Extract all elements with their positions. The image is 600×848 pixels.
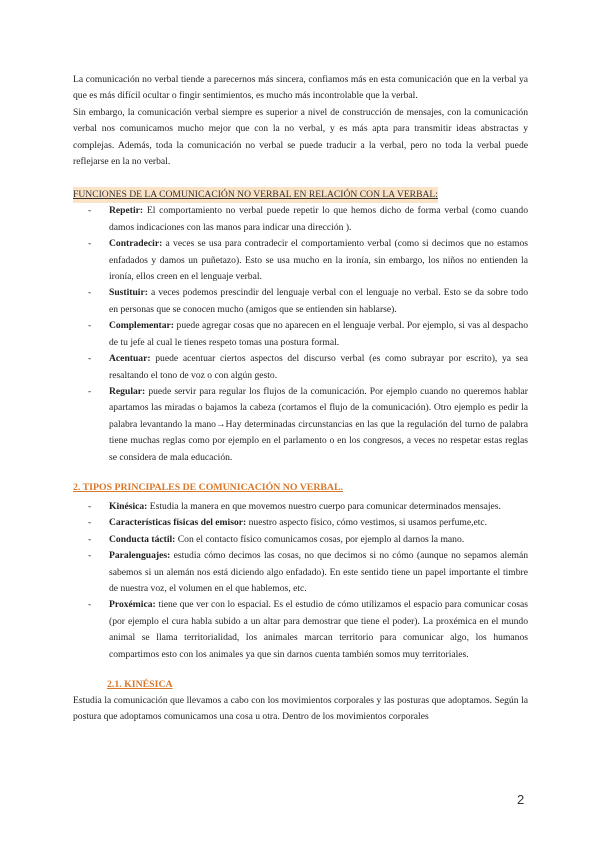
type-item-text: Estudia la manera en que movemos nuestro cuerpo para comunicar determinados mensajes.	[147, 500, 501, 512]
functions-list	[73, 203, 528, 466]
bullet-dash: -	[88, 599, 92, 611]
type-item-term: Paralenguajes:	[109, 550, 171, 562]
bullet-dash: -	[88, 533, 92, 545]
kinesica-paragraph: Estudia la comunicación que llevamos a cabo con los movimientos corporales y las posturas que adoptamos. Según la postura que adoptamos comunicamos una cosa u otra. Dentro de los movimientos corporales	[73, 695, 528, 723]
intro-paragraph-2: Sin embargo, la comunicación verbal siempre es superior a nivel de construcción de mensajes, con la comunicación verbal nos comunicamos mucho mejor que con la no verbal, y es más apta para transmitir ideas abstractas y complejas. Además, toda la comunicación no verbal se puede traducir a la verbal, pero no toda la verbal puede reflejarse en la no verbal.	[73, 106, 528, 168]
function-item-text: puede acentuar ciertos aspectos del discurso verbal (es como subrayar por escrito), ya sea resaltando el tono de voz o con algún gesto.	[109, 353, 528, 381]
function-item-term: Acentuar:	[109, 353, 151, 365]
function-item	[73, 351, 528, 384]
function-item-text: puede agregar cosas que no aparecen en el lenguaje verbal. Por ejemplo, si vas al despacho de tu jefe al cual le tienes respeto tomas una postura formal.	[109, 320, 528, 348]
type-item	[73, 515, 528, 531]
intro-paragraph-1: La comunicación no verbal tiende a parecernos más sincera, confiamos más en esta comunicación que en la verbal ya que es más difícil ocultar o fingir sentimientos, es mucho más incontrolable que la verbal.	[73, 74, 528, 102]
function-item-term: Contradecir:	[109, 238, 163, 250]
type-item-term: Características físicas del emisor:	[109, 517, 247, 529]
type-item-text: Con el contacto físico comunicamos cosas, por ejemplo al darnos la mano.	[175, 533, 465, 545]
section-heading-functions: FUNCIONES DE LA COMUNICACIÓN NO VERBAL EN RELACIÓN CON LA VERBAL:	[73, 187, 438, 203]
function-item	[73, 318, 528, 351]
function-item-term: Regular:	[109, 385, 146, 397]
type-item-term: Proxémica:	[109, 599, 156, 611]
type-item-term: Kinésica:	[109, 500, 148, 512]
bullet-dash: -	[88, 205, 92, 217]
function-item-text: a veces se usa para contradecir el comportamiento verbal (como si decimos que no estamos enfadados y damos un puñetazo). Esto se usa mucho en la ironía, sin embargo, los niños no entienden la ironía, ellos creen en el lenguaje verbal.	[109, 238, 528, 283]
bullet-dash: -	[88, 238, 92, 250]
function-item-text: a veces podemos prescindir del lenguaje verbal con el lenguaje no verbal. Esto se da sobre todo en personas que se conocen mucho (amigos que se entienden sin hablarse).	[109, 287, 528, 315]
page-number: 2	[517, 792, 525, 807]
types-list	[73, 499, 528, 663]
type-item-text: tiene que ver con lo espacial. Es el estudio de cómo utilizamos el espacio para comunicar cosas (por ejemplo el cura habla subido a un altar para demostrar que tiene el poder). La proxémica en el mundo animal se llama territorialidad, los animales marcan territorio para comunicar algo, los humanos compartimos esto con los animales ya que sin darnos cuenta también somos muy territoriales.	[109, 599, 528, 660]
bullet-dash: -	[88, 500, 92, 512]
function-item-term: Complementar:	[109, 320, 175, 332]
function-item	[73, 285, 528, 318]
bullet-dash: -	[88, 550, 92, 562]
section-heading-types: 2. TIPOS PRINCIPALES DE COMUNICACIÓN NO VERBAL.	[73, 481, 343, 493]
type-item	[73, 532, 528, 548]
function-item	[73, 384, 528, 466]
type-item-text: estudia cómo decimos las cosas, no que decimos si no cómo (aunque no sepamos alemán sabemos si un alemán nos está diciendo algo enfadado). En este sentido tiene un papel importante el timbre de nuestra voz, el volumen en el que hablemos, etc.	[109, 550, 528, 594]
page-content	[73, 72, 528, 726]
function-item	[73, 203, 528, 236]
bullet-dash: -	[88, 517, 92, 529]
function-item-text: El comportamiento no verbal puede repetir lo que hemos dicho de forma verbal (como cuando damos indicaciones con las manos para indicar una dirección ).	[109, 205, 528, 233]
function-item	[73, 236, 528, 285]
type-item	[73, 597, 528, 663]
bullet-dash: -	[88, 320, 92, 332]
type-item-term: Conducta táctil:	[109, 533, 176, 545]
type-item-text: nuestro aspecto físico, cómo vestimos, si usamos perfume,etc.	[246, 517, 488, 529]
function-item-term: Sustituir:	[109, 287, 148, 299]
section-heading-kinesica: 2.1. KINÉSICA	[107, 679, 173, 690]
type-item	[73, 548, 528, 597]
function-item-term: Repetir:	[109, 205, 144, 217]
bullet-dash: -	[88, 287, 92, 299]
bullet-dash: -	[88, 353, 92, 365]
function-item-text: puede servir para regular los flujos de la comunicación. Por ejemplo cuando no queremos hablar apartamos las miradas o bajamos la cabeza (cortamos el flujo de la comunicación). Otro ejemplo es pedir la palabra levantando la mano→Hay determinadas circunstancias en las que la regulación del turno de palabra tiene muchas reglas como por ejemplo en el parlamento o en los congresos, a veces no respetar estas reglas se considera de mala educación.	[109, 385, 528, 463]
type-item	[73, 499, 528, 515]
bullet-dash: -	[88, 385, 92, 397]
